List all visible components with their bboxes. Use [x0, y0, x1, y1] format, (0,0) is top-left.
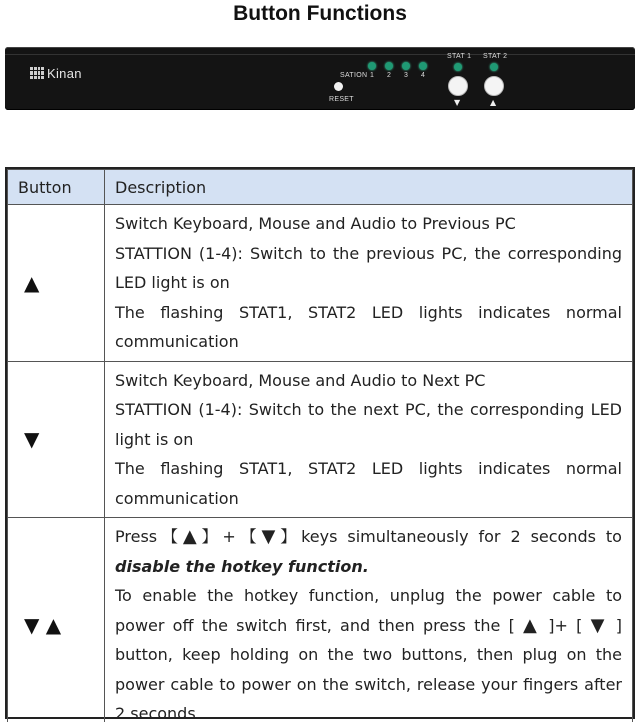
button-function-table	[5, 167, 635, 722]
brand-grid-icon	[30, 67, 44, 79]
down-up-arrows-icon: ▼ ▲	[8, 518, 105, 722]
brand-name: Kinan	[47, 65, 82, 81]
station-number-1: 1	[370, 72, 375, 79]
hotkey-enable-text: To enable the hotkey function, unplug the power cable to power off the switch first, and then press the [ ▲ ]+ [ ▼ ] button, keep holding on the two buttons, then plug on the power cable to power on the switch, release your fingers after 2 seconds.	[115, 586, 623, 722]
station-led-2	[385, 62, 393, 70]
device-edge-line	[5, 54, 635, 55]
down-arrow-icon: ▼	[8, 361, 105, 518]
header-button: Button	[8, 170, 105, 205]
station-led-3	[402, 62, 410, 70]
description-line: The flashing STAT1, STAT2 LED lights indicates normal communication	[115, 302, 622, 351]
description-line: Switch Keyboard, Mouse and Audio to Next PC	[115, 370, 486, 390]
stat2-led	[490, 63, 498, 71]
description-line: The flashing STAT1, STAT2 LED lights indicates normal communication	[115, 459, 622, 508]
hotkey-disable-text: Press【▲】+【▼】keys simultaneously for 2 seconds to disable the hotkey function.	[115, 526, 622, 576]
header-description: Description	[105, 170, 633, 205]
kvm-device-panel	[5, 47, 635, 110]
up-arrow-icon: ▲	[182, 526, 202, 547]
station-number-3: 3	[404, 72, 409, 79]
up-arrow-icon: ▲	[523, 614, 541, 636]
table-header-row	[8, 170, 633, 205]
stat2-label: STAT 2	[483, 53, 508, 60]
up-arrow-icon: ▲	[8, 205, 105, 362]
table-row-hotkey	[8, 518, 633, 722]
reset-label: RESET	[329, 96, 354, 103]
page-title: Button Functions	[233, 2, 407, 25]
description-next	[105, 361, 633, 518]
stat1-label: STAT 1	[447, 53, 472, 60]
station-number-4: 4	[421, 72, 426, 79]
reset-button[interactable]	[334, 82, 343, 91]
description-line: STATTION (1-4): Switch to the next PC, the corresponding LED light is on	[115, 400, 622, 449]
down-arrow-icon: ▼	[454, 98, 461, 107]
table-row-previous	[8, 205, 633, 362]
description-previous	[105, 205, 633, 362]
description-line: STATTION (1-4): Switch to the previous PC, the corresponding LED light is on	[115, 243, 622, 292]
description-line: Switch Keyboard, Mouse and Audio to Previous PC	[115, 214, 516, 233]
up-button[interactable]	[484, 76, 504, 96]
down-arrow-icon: ▼	[590, 614, 608, 636]
table-row-next	[8, 361, 633, 518]
description-hotkey	[105, 518, 633, 722]
station-number-2: 2	[387, 72, 392, 79]
hotkey-disable-emphasis: disable the hotkey function.	[115, 556, 369, 576]
stat1-led	[454, 63, 462, 71]
station-label: SATION	[340, 72, 368, 79]
up-arrow-icon: ▲	[490, 98, 497, 107]
station-led-4	[419, 62, 427, 70]
down-button[interactable]	[448, 76, 468, 96]
brand-logo	[30, 65, 82, 81]
station-led-1	[368, 62, 376, 70]
down-arrow-icon: ▼	[261, 526, 281, 547]
